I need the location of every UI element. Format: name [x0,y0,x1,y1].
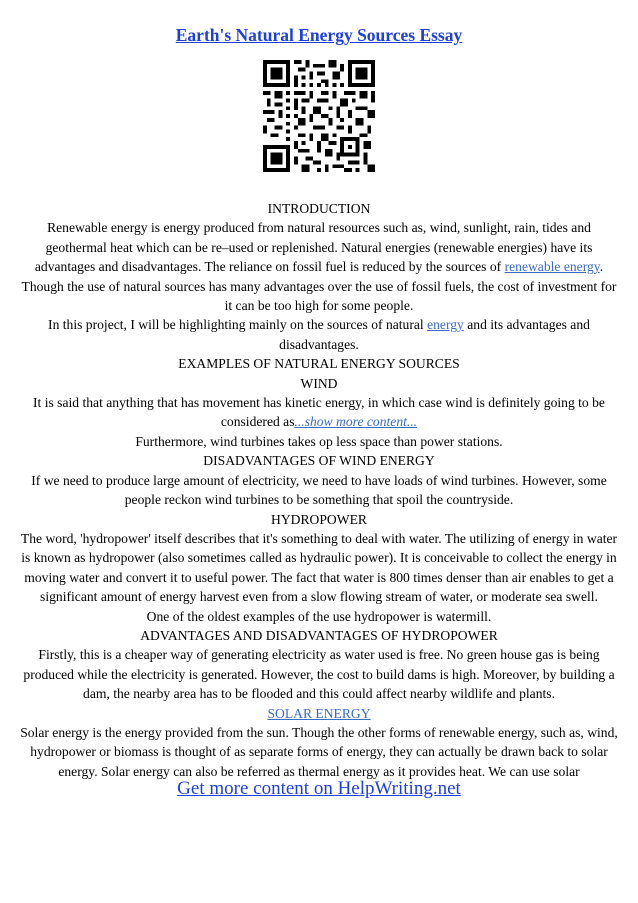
heading-disadvantages-wind: DISADVANTAGES OF WIND ENERGY [203,453,435,469]
energy-link[interactable]: energy [427,317,464,333]
disadvantages-wind-paragraph: If we need to produce large amount of electricity, we need to have loads of wind turbines. However, some people reckon wind turbines to be something that spoil the countryside. [31,472,607,508]
essay-body [18,199,620,781]
heading-wind: WIND [300,375,338,391]
wind-paragraph-1 [18,393,620,432]
heading-solar-energy [18,704,620,723]
intro-paragraph-2 [18,315,620,354]
hydropower-paragraph-2: One of the oldest examples of the use hydropower is watermill. [146,608,492,624]
get-more-content-link[interactable]: Get more content on HelpWriting.net [177,778,461,799]
adv-disadv-hydropower-paragraph: Firstly, this is a cheaper way of generating electricity as water used is free. No green house gas is being produced while the electricity is generated. However, the cost to build dams is high. Moreover, by building a dam, the nearby area has to be flooded and this could affect nearby wildlife and plants. [23,647,615,702]
show-more-link[interactable]: ...show more content... [294,414,418,430]
heading-adv-disadv-hydropower: ADVANTAGES AND DISADVANTAGES OF HYDROPOWER [140,627,498,643]
intro-text-1a: Renewable energy is energy produced from natural resources such as, wind, sunlight, rain, tides and geothermal heat which can be re–used or replenished. Natural energies (renewable energies) have its advantages and disadvantages. The reliance on fossil fuel is reduced by the sources of [34,220,593,275]
page-title [0,24,638,46]
heading-examples: EXAMPLES OF NATURAL ENERGY SOURCES [178,356,460,372]
wind-text-1: It is said that anything that has movement has kinetic energy, in which case wind is definitely going to be considered as [33,395,605,430]
hydropower-paragraph-1: The word, 'hydropower' itself describes that it's something to deal with water. The utilizing of energy in water is known as hydropower (also sometimes called as hydraulic power). It is conceivable to collect the energy in moving water and convert it to useful power. The fact that water is 800 times denser than air enables to get a significant amount of energy harvest even from a slow flowing stream of water, or moderate sea swell. [20,530,618,605]
heading-introduction: INTRODUCTION [267,201,371,216]
wind-paragraph-2: Furthermore, wind turbines takes op less space than power stations. [135,433,503,449]
intro-text-1b: . Though the use of natural sources has many advantages over the use of fossil fuels, the cost of investment for it can be too high for some people. [21,259,617,314]
intro-text-2a: In this project, I will be highlighting mainly on the sources of natural [48,317,424,333]
solar-energy-link[interactable]: SOLAR ENERGY [267,705,371,721]
solar-paragraph: Solar energy is the energy provided from the sun. Though the other forms of renewable energy, such as, wind, hydropower or biomass is thought of as separate forms of energy, they can actually be drawn back to solar energy. Solar energy can also be referred as thermal energy as it provides heat. We can use solar [20,724,618,779]
renewable-energy-link[interactable]: renewable energy [504,259,600,275]
qr-code-icon [263,60,375,172]
intro-text-2b: and its advantages and disadvantages. [279,317,590,352]
heading-hydropower: HYDROPOWER [271,511,367,527]
cta-banner [0,777,638,801]
title-link[interactable]: Earth's Natural Energy Sources Essay [175,25,463,45]
intro-paragraph-1 [18,218,620,315]
